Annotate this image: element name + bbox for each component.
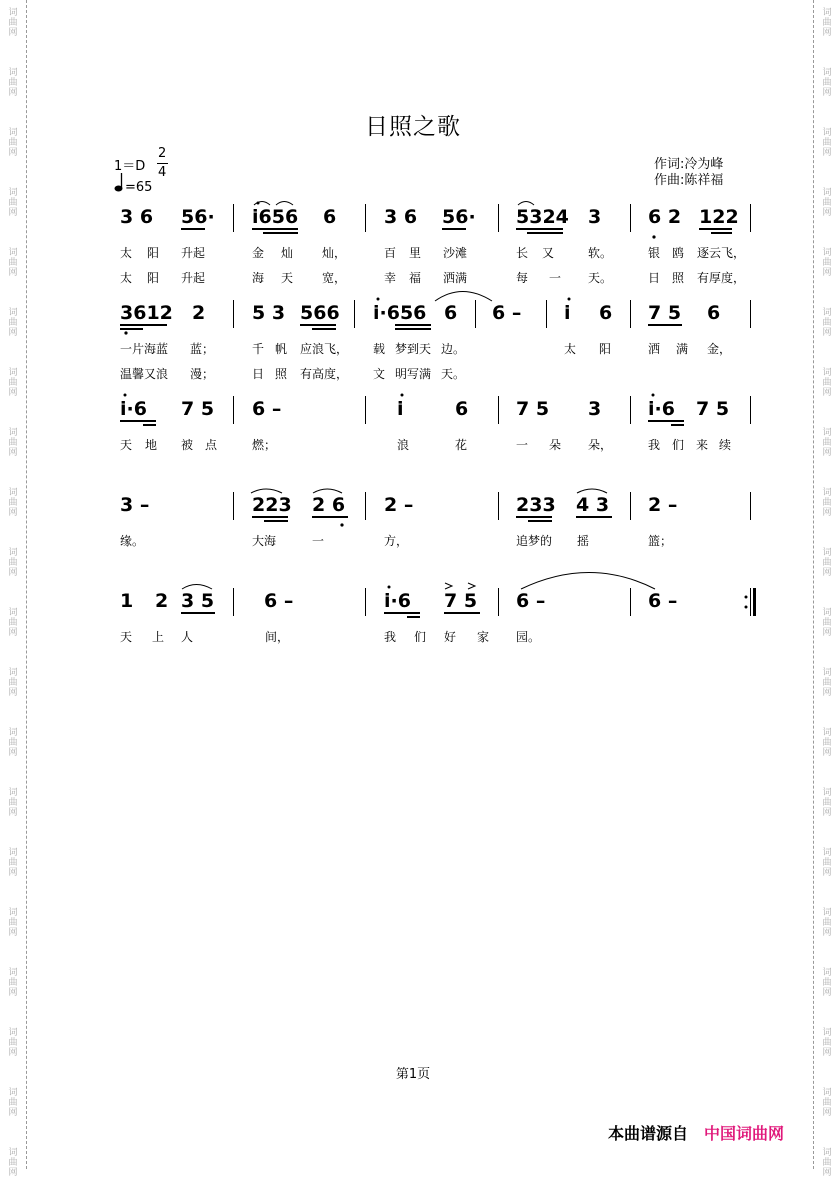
watermark-text: 词曲网 [822, 368, 832, 398]
lyric: 续 [719, 438, 732, 452]
lyric: 明写满 [395, 367, 432, 381]
note-group: i [397, 398, 404, 420]
lyric: 燃； [252, 438, 277, 452]
key-signature: 1＝D [114, 159, 146, 174]
watermark-text: 词曲网 [8, 1148, 18, 1178]
watermark-text: 词曲网 [822, 248, 832, 278]
watermark-text: 词曲网 [8, 608, 18, 638]
watermark-text: 词曲网 [8, 308, 18, 338]
lyric: 千 [252, 342, 265, 356]
note-group: i·6 [384, 590, 411, 612]
note-group: i656 [252, 206, 299, 228]
note-group: 6 – [492, 302, 522, 324]
lyric: 花 [455, 438, 468, 452]
lyric: 照 [275, 367, 288, 381]
lyric: 朵， [588, 438, 613, 452]
note-group: 6 – [264, 590, 294, 612]
note-group: 3 [588, 398, 602, 420]
watermark-text: 词曲网 [822, 608, 832, 638]
watermark-text: 词曲网 [822, 848, 832, 878]
note-group: 7 5 [516, 398, 550, 420]
lyric: 有厚度， [697, 271, 746, 285]
watermark-text: 词曲网 [8, 8, 18, 38]
lyric: 梦到天 [395, 342, 432, 356]
watermark-text: 词曲网 [822, 128, 832, 158]
lyric: 软。 [588, 246, 613, 260]
lyric: 好 [444, 630, 457, 644]
watermark-text: 词曲网 [822, 1148, 832, 1178]
source-brand: 中国词曲网 [704, 1124, 785, 1143]
watermark-text: 词曲网 [8, 128, 18, 158]
lyric: 有高度， [300, 367, 349, 381]
note-group: 233 [516, 494, 556, 516]
lyricist: 作词:冷为峰 [654, 157, 724, 172]
lyric: 银 [648, 246, 661, 260]
lyric: 鸥 [672, 246, 685, 260]
lyric: 升起 [181, 271, 206, 285]
watermark-text: 词曲网 [8, 248, 18, 278]
lyric: 我 [384, 630, 397, 644]
note-group: 223 [252, 494, 292, 516]
lyric: 灿， [322, 246, 347, 260]
source-label: 本曲谱源自 [608, 1124, 689, 1143]
lyric: 阳 [599, 342, 612, 356]
lyric: 园。 [516, 630, 541, 644]
lyric: 照 [672, 271, 685, 285]
lyric: 们 [414, 630, 427, 644]
lyric: 一 [549, 271, 562, 285]
note-group: 6 [455, 398, 469, 420]
tempo: =65 [125, 180, 153, 195]
lyric: 天。 [588, 271, 613, 285]
lyric: 大海 [252, 534, 277, 548]
time-signature-bottom: 4 [158, 165, 167, 180]
lyric: 每 [516, 271, 529, 285]
watermark-text: 词曲网 [8, 848, 18, 878]
lyric: 篮； [648, 534, 673, 548]
note-group: 2 [155, 590, 169, 612]
lyric: 升起 [181, 246, 206, 260]
watermark-text: 词曲网 [8, 488, 18, 518]
note-group: 6 – [252, 398, 282, 420]
watermark-text: 词曲网 [822, 428, 832, 458]
note-group: i·656 [373, 302, 427, 324]
lyric: 帆 [275, 342, 288, 356]
note-group: 56· [442, 206, 476, 228]
watermark-text: 词曲网 [822, 728, 832, 758]
watermark-text: 词曲网 [822, 668, 832, 698]
note-group: 122 [699, 206, 739, 228]
watermark-text: 词曲网 [8, 428, 18, 458]
watermark-text: 词曲网 [8, 368, 18, 398]
lyric: 浪 [397, 438, 410, 452]
note-group: 2 – [384, 494, 414, 516]
note-group: 4 3 [576, 494, 610, 516]
time-signature-top: 2 [158, 146, 167, 161]
song-title: 日照之歌 [365, 114, 461, 140]
note-group: 3 – [120, 494, 150, 516]
watermark-text: 词曲网 [822, 188, 832, 218]
note-group: 7 5 [181, 398, 215, 420]
lyric: 缘。 [120, 534, 145, 548]
note-group: i [564, 302, 571, 324]
watermark-text: 词曲网 [8, 548, 18, 578]
lyric: 地 [145, 438, 158, 452]
lyric: 一片海蓝 [120, 342, 169, 356]
lyric: 们 [672, 438, 685, 452]
lyric: 文 [373, 367, 386, 381]
lyric: 灿 [281, 246, 294, 260]
lyric: 福 [409, 271, 422, 285]
note-group: 1 [120, 590, 134, 612]
lyric: 宽， [322, 271, 347, 285]
lyric: 人 [181, 630, 194, 644]
note-group: 6 [323, 206, 337, 228]
lyric: 应浪飞， [300, 342, 349, 356]
note-group: 3 6 [120, 206, 154, 228]
note-group: 2 [192, 302, 206, 324]
lyric: 一 [312, 534, 325, 548]
lyric: 太 [120, 271, 133, 285]
watermark-text: 词曲网 [8, 908, 18, 938]
lyric: 百 [384, 246, 397, 260]
lyric: 上 [152, 630, 165, 644]
lyric: 被 [181, 438, 194, 452]
lyric: 载 [373, 342, 386, 356]
lyric: 长 [516, 246, 529, 260]
lyric: 阳 [147, 271, 160, 285]
watermark-text: 词曲网 [8, 188, 18, 218]
lyric: 海 [252, 271, 265, 285]
note-group: 566 [300, 302, 340, 324]
note-group: 56· [181, 206, 215, 228]
lyric: 日 [252, 367, 265, 381]
lyric: 一 [516, 438, 529, 452]
lyric: 太 [120, 246, 133, 260]
watermark-text: 词曲网 [822, 68, 832, 98]
note-group: 7 5 [648, 302, 682, 324]
lyric: 洒 [648, 342, 661, 356]
watermark-text: 词曲网 [8, 668, 18, 698]
lyric: 太 [564, 342, 577, 356]
lyric: 来 [696, 438, 709, 452]
note-group: 5324 [516, 206, 569, 228]
watermark-text: 词曲网 [8, 728, 18, 758]
lyric: 天 [120, 438, 133, 452]
page-number: 第1页 [395, 1067, 431, 1082]
note-group: i·6 [648, 398, 675, 420]
lyric: 天 [120, 630, 133, 644]
watermark-text: 词曲网 [822, 968, 832, 998]
lyric: 漫； [190, 367, 215, 381]
note-group: i·6 [120, 398, 147, 420]
watermark-text: 词曲网 [822, 1028, 832, 1058]
lyric: 逐云飞， [697, 246, 746, 260]
note-group: 6 [444, 302, 458, 324]
note-group: 2 – [648, 494, 678, 516]
watermark-text: 词曲网 [8, 968, 18, 998]
lyric: 里 [409, 246, 422, 260]
lyric: 金 [252, 246, 265, 260]
lyric: 洒满 [443, 271, 468, 285]
lyric: 方， [384, 534, 409, 548]
note-group: 7 5 [444, 590, 478, 612]
lyric: 阳 [147, 246, 160, 260]
watermark-text: 词曲网 [822, 908, 832, 938]
watermark-text: 词曲网 [822, 488, 832, 518]
note-group: 6 – [516, 590, 546, 612]
watermark-text: 词曲网 [822, 1088, 832, 1118]
lyric: 边。 [441, 342, 466, 356]
watermark-text: 词曲网 [822, 788, 832, 818]
lyric: 摇 [577, 534, 590, 548]
watermark-text: 词曲网 [822, 548, 832, 578]
watermark-text: 词曲网 [8, 788, 18, 818]
source-footer [608, 1121, 784, 1144]
lyric: 天。 [441, 367, 466, 381]
lyric: 沙滩 [443, 246, 468, 260]
lyric: 家 [477, 630, 490, 644]
note-group: 6 2 [648, 206, 682, 228]
watermark-text: 词曲网 [8, 1028, 18, 1058]
note-group: 5 3 [252, 302, 286, 324]
note-group: 3 5 [181, 590, 215, 612]
note-group: 3612 [120, 302, 173, 324]
note-group: 2 6 [312, 494, 346, 516]
lyric: 追梦的 [516, 534, 553, 548]
composer: 作曲:陈祥福 [654, 173, 724, 188]
lyric: 满 [676, 342, 689, 356]
lyric: 蓝； [190, 342, 215, 356]
watermark-text: 词曲网 [8, 68, 18, 98]
lyric: 点 [205, 438, 218, 452]
lyric: 又 [542, 246, 555, 260]
lyric: 天 [281, 271, 294, 285]
note-group: 6 [599, 302, 613, 324]
watermark-text: 词曲网 [822, 308, 832, 338]
lyric: 朵 [549, 438, 562, 452]
lyric: 我 [648, 438, 661, 452]
watermark-text: 词曲网 [822, 8, 832, 38]
watermark-text: 词曲网 [8, 1088, 18, 1118]
note-group: 7 5 [696, 398, 730, 420]
note-group: 3 6 [384, 206, 418, 228]
lyric: 日 [648, 271, 661, 285]
lyric: 温馨又浪 [120, 367, 169, 381]
lyric: 幸 [384, 271, 397, 285]
lyric: 金， [707, 342, 732, 356]
lyric: 间， [265, 630, 290, 644]
note-group: 6 [707, 302, 721, 324]
note-group: 6 – [648, 590, 678, 612]
note-group: 3 [588, 206, 602, 228]
